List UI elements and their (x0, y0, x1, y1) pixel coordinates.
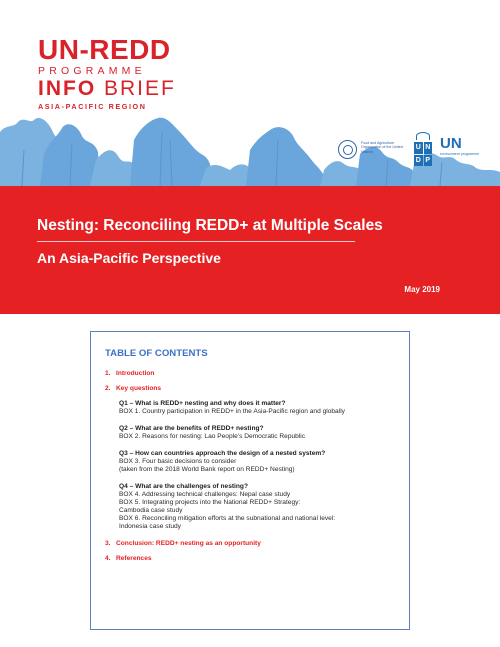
brand-programme: PROGRAMME (38, 65, 146, 77)
partner-logos (338, 132, 498, 172)
toc-item-label: Conclusion: REDD+ nesting as an opportunity (116, 540, 261, 547)
toc-question-title[interactable]: Q3 – How can countries approach the design of a nested system? (119, 450, 326, 457)
toc-box-entry: Indonesia case study (119, 523, 181, 530)
toc-question-q3 (119, 450, 395, 474)
toc-box-entry[interactable]: BOX 6. Reconciling mitigation efforts at the subnational and national level: (119, 515, 336, 522)
toc-question-title[interactable]: Q4 – What are the challenges of nesting? (119, 483, 248, 490)
toc-question-title[interactable]: Q1 – What is REDD+ nesting and why does it matter? (119, 400, 286, 407)
toc-item-references[interactable] (105, 555, 395, 563)
toc-question-q1 (119, 400, 395, 416)
undp-letter: P (424, 155, 433, 167)
undp-letter: D (414, 155, 423, 167)
document-title: Nesting: Reconciling REDD+ at Multiple Scales (37, 217, 383, 234)
un-wreath-icon (416, 132, 430, 140)
toc-box-entry[interactable]: BOX 2. Reasons for nesting: Lao People’s Democratic Republic (119, 433, 306, 440)
toc-item-label: References (116, 555, 152, 562)
toc-item-introduction[interactable] (105, 370, 395, 378)
publication-date: May 2019 (404, 285, 440, 294)
toc-question-title[interactable]: Q2 – What are the benefits of REDD+ nesting? (119, 425, 264, 432)
toc-box-entry: (taken from the 2018 World Bank report on REDD+ Nesting) (119, 466, 295, 473)
unep-main: UN (440, 135, 462, 152)
toc-item-number: 2. (105, 385, 111, 392)
toc-item-key-questions[interactable] (105, 385, 395, 393)
toc-item-number: 4. (105, 555, 111, 562)
toc-heading: TABLE OF CONTENTS (105, 348, 208, 359)
toc-item-number: 3. (105, 540, 111, 547)
toc-item-number: 1. (105, 370, 111, 377)
undp-letter-grid (414, 142, 432, 166)
toc-box-entry[interactable]: BOX 3. Four basic decisions to consider (119, 458, 237, 465)
toc-box-entry: Cambodia case study (119, 507, 183, 514)
toc-question-q2 (119, 425, 395, 441)
toc-box-entry[interactable]: BOX 1. Country participation in REDD+ in the Asia-Pacific region and globally (119, 408, 345, 415)
document-subtitle: An Asia-Pacific Perspective (37, 250, 221, 266)
toc-box-entry[interactable]: BOX 5. Integrating projects into the National REDD+ Strategy: (119, 499, 301, 506)
unep-sub: environment programme (440, 152, 480, 156)
undp-letter: U (414, 142, 423, 154)
brand-info-brief (38, 78, 176, 100)
toc-item-conclusion[interactable] (105, 540, 395, 548)
toc-box-entry[interactable]: BOX 4. Addressing technical challenges: Nepal case study (119, 491, 291, 498)
toc-item-label: Introduction (116, 370, 155, 377)
undp-letter: N (424, 142, 433, 154)
brand-name: UN-REDD (38, 34, 171, 65)
unep-logo (440, 136, 492, 166)
title-divider (37, 241, 355, 242)
brand-brief: BRIEF (96, 77, 176, 100)
toc-question-q4 (119, 483, 395, 531)
brand-info: INFO (38, 77, 97, 100)
brand-logo (38, 36, 176, 111)
undp-logo (412, 132, 434, 168)
fao-name: Food and Agriculture Organization of the United Nations (361, 141, 403, 154)
brand-region: ASIA-PACIFIC REGION (38, 102, 147, 111)
toc-item-label: Key questions (116, 385, 162, 392)
fao-emblem-icon (338, 140, 357, 159)
table-of-contents (90, 331, 410, 630)
fao-logo (338, 140, 408, 162)
